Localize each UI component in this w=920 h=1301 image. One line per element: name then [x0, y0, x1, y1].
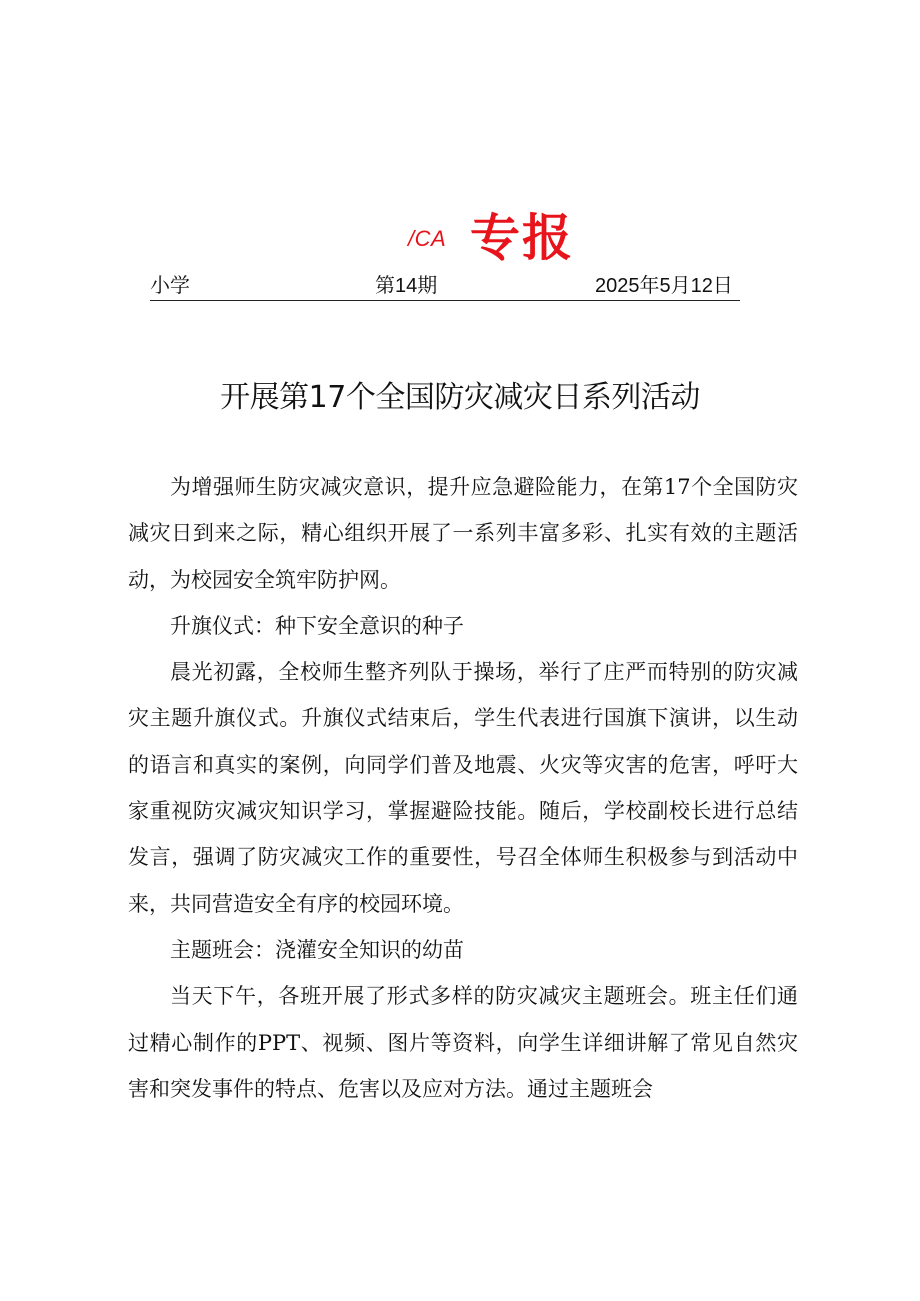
issue-date: 2025年5月12日	[595, 275, 733, 297]
article-body	[128, 464, 798, 1112]
paragraph-flag-ceremony: 晨光初露，全校师生整齐列队于操场，举行了庄严而特别的防灾减灾主题升旗仪式。升旗仪式结束后，学生代表进行国旗下演讲，以生动的语言和真实的案例，向同学们普及地震、火灾等灾害的危害，呼吁大家重视防灾减灾知识学习，掌握避险技能。随后，学校副校长进行总结发言，强调了防灾减灾工作的重要性，号召全体师生积极参与到活动中来，共同营造安全有序的校园环境。	[128, 660, 798, 916]
issue-info-line	[150, 272, 740, 301]
masthead	[0, 208, 920, 272]
section-heading-flag-ceremony: 升旗仪式：种下安全意识的种子	[170, 613, 464, 638]
masthead-name: 专报	[470, 209, 574, 267]
masthead-prefix: /CA	[408, 226, 447, 251]
issue-number: 第14期	[375, 275, 438, 297]
section-heading-class-meeting: 主题班会：浇灌安全知识的幼苗	[170, 937, 464, 962]
paragraph-class-meeting: 当天下午，各班开展了形式多样的防灾减灾主题班会。班主任们通过精心制作的PPT、视频、图片等资料，向学生详细讲解了常见自然灾害和突发事件的特点、危害以及应对方法。通过主题班会	[128, 984, 798, 1101]
issue-school: 小学	[150, 275, 190, 297]
article-title: 开展第17个全国防灾减灾日系列活动	[220, 380, 700, 415]
paragraph-intro: 为增强师生防灾减灾意识，提升应急避险能力，在第17个全国防灾减灾日到来之际，精心组织开展了一系列丰富多彩、扎实有效的主题活动，为校园安全筑牢防护网。	[128, 475, 798, 592]
